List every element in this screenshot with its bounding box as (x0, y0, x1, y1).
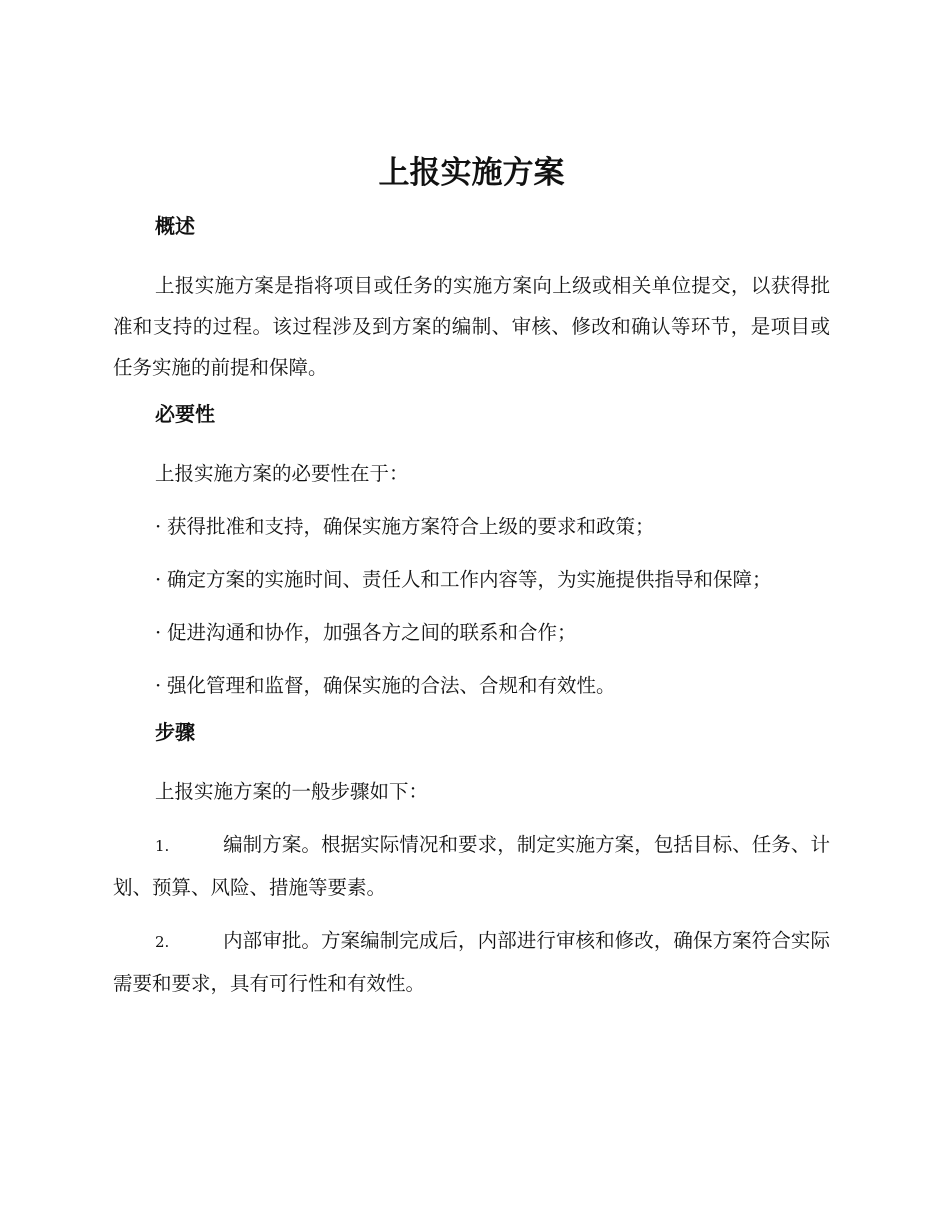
steps-intro: 上报实施方案的一般步骤如下： (155, 780, 429, 803)
bullet-text: 强化管理和监督，确保实施的合法、合规和有效性。 (167, 674, 616, 697)
numbered-item (113, 920, 830, 1004)
bullet-text: 确定方案的实施时间、责任人和工作内容等，为实施提供指导和保障； (167, 568, 772, 591)
document-body (113, 150, 830, 1004)
section-heading-steps: 步骤 (155, 720, 195, 744)
bullet-dot: · (155, 674, 162, 697)
section-heading-necessity: 必要性 (155, 402, 215, 426)
item-text: 编制方案。根据实际情况和要求，制定实施方案，包括目标、任务、计划、预算、风险、措施等要素。 (113, 833, 830, 899)
item-text: 内部审批。方案编制完成后，内部进行审核和修改，确保方案符合实际需要和要求，具有可行性和有效性。 (113, 929, 830, 995)
bullet-text: 获得批准和支持，确保实施方案符合上级的要求和政策； (167, 515, 655, 538)
list-item (113, 506, 830, 547)
item-number: 2. (155, 933, 170, 951)
list-item (113, 665, 830, 706)
bullet-text: 促进沟通和协作，加强各方之间的联系和合作； (167, 621, 577, 644)
item-number: 1. (155, 837, 170, 855)
document-title: 上报实施方案 (378, 155, 565, 191)
overview-paragraph: 上报实施方案是指将项目或任务的实施方案向上级或相关单位提交，以获得批准和支持的过程。该过程涉及到方案的编制、审核、修改和确认等环节，是项目或任务实施的前提和保障。 (113, 274, 830, 379)
section-heading-overview: 概述 (155, 214, 195, 238)
necessity-intro: 上报实施方案的必要性在于： (155, 462, 409, 485)
numbered-item (113, 824, 830, 908)
list-item (113, 612, 830, 653)
bullet-dot: · (155, 621, 162, 644)
list-item (113, 559, 830, 600)
bullet-dot: · (155, 515, 162, 538)
bullet-dot: · (155, 568, 162, 591)
